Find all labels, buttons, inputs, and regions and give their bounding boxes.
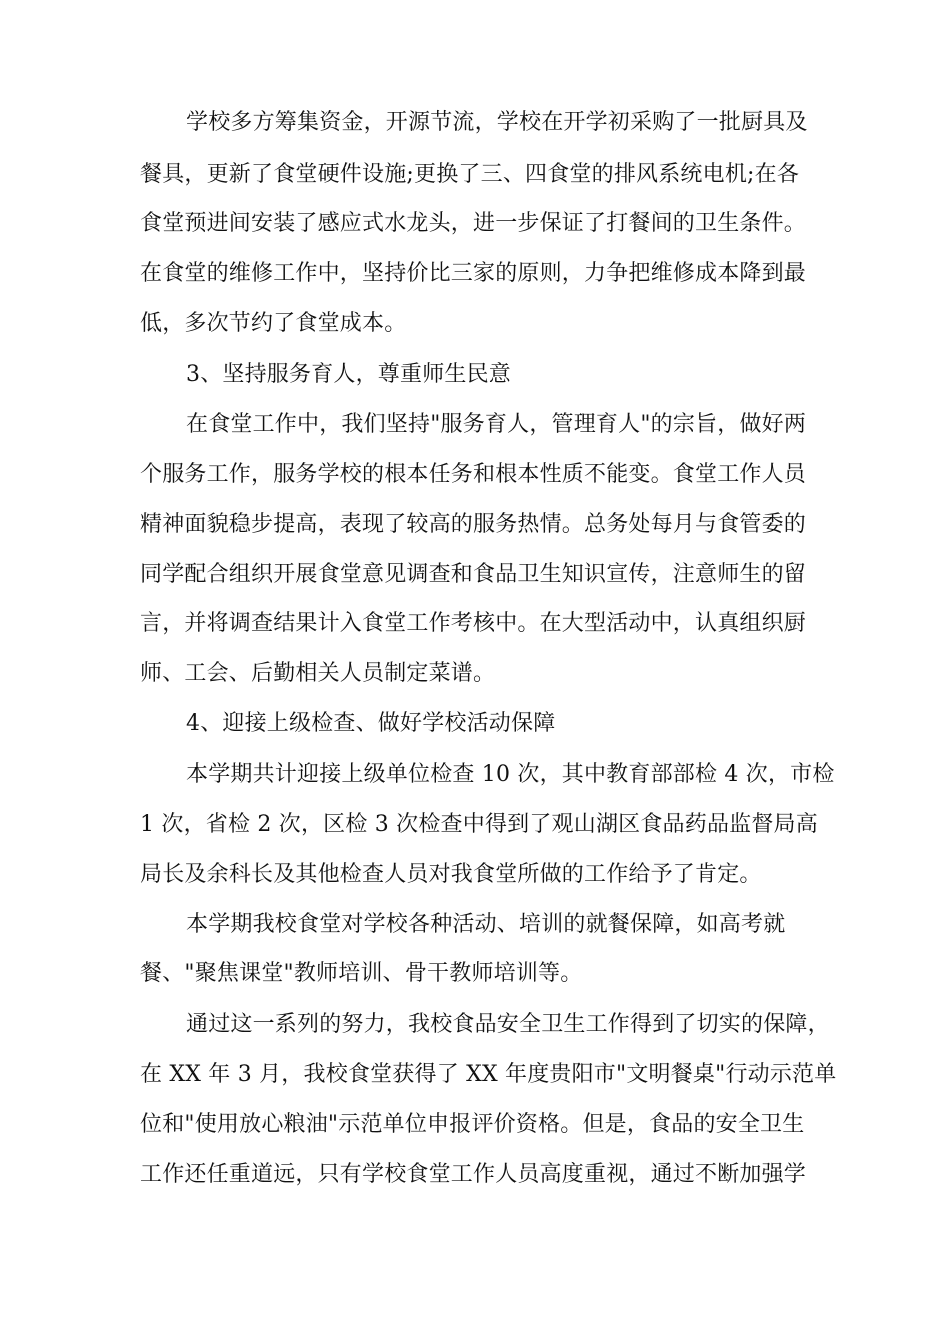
- section-heading: 4、迎接上级检查、做好学校活动保障: [186, 711, 556, 736]
- paragraph-line: 本学期共计迎接上级单位检查 10 次，其中教育部部检 4 次，市检: [186, 762, 835, 787]
- paragraph-line: 餐、"聚焦课堂"教师培训、骨干教师培训等。: [140, 961, 583, 986]
- paragraph-line: 食堂预进间安装了感应式水龙头，进一步保证了打餐间的卫生条件。: [140, 211, 807, 236]
- paragraph-line: 师、工会、后勤相关人员制定菜谱。: [140, 661, 496, 686]
- paragraph-line: 在 XX 年 3 月，我校食堂获得了 XX 年度贵阳市"文明餐桌"行动示范单: [140, 1062, 837, 1087]
- paragraph-line: 在食堂的维修工作中，坚持价比三家的原则，力争把维修成本降到最: [140, 261, 807, 286]
- paragraph-line: 本学期我校食堂对学校各种活动、培训的就餐保障，如高考就: [186, 912, 786, 937]
- paragraph-line: 个服务工作，服务学校的根本任务和根本性质不能变。食堂工作人员: [140, 462, 807, 487]
- paragraph-line: 通过这一系列的努力，我校食品安全卫生工作得到了切实的保障，: [186, 1012, 830, 1037]
- paragraph-line: 餐具，更新了食堂硬件设施;更换了三、四食堂的排风系统电机;在各: [140, 162, 800, 187]
- section-heading: 3、坚持服务育人，尊重师生民意: [186, 362, 511, 387]
- paragraph-line: 同学配合组织开展食堂意见调查和食品卫生知识宣传，注意师生的留: [140, 562, 807, 587]
- paragraph-line: 局长及余科长及其他检查人员对我食堂所做的工作给予了肯定。: [140, 862, 762, 887]
- paragraph-line: 工作还任重道远，只有学校食堂工作人员高度重视，通过不断加强学: [140, 1162, 807, 1187]
- paragraph-line: 1 次，省检 2 次，区检 3 次检查中得到了观山湖区食品药品监督局高: [140, 812, 818, 837]
- paragraph-line: 言，并将调查结果计入食堂工作考核中。在大型活动中，认真组织厨: [140, 611, 807, 636]
- paragraph-line: 在食堂工作中，我们坚持"服务育人，管理育人"的宗旨，做好两: [186, 412, 807, 437]
- paragraph-line: 学校多方筹集资金，开源节流，学校在开学初采购了一批厨具及: [186, 110, 808, 135]
- paragraph-line: 位和"使用放心粮油"示范单位申报评价资格。但是，食品的安全卫生: [140, 1112, 805, 1137]
- paragraph-line: 低，多次节约了食堂成本。: [140, 311, 407, 336]
- paragraph-line: 精神面貌稳步提高，表现了较高的服务热情。总务处每月与食管委的: [140, 512, 807, 537]
